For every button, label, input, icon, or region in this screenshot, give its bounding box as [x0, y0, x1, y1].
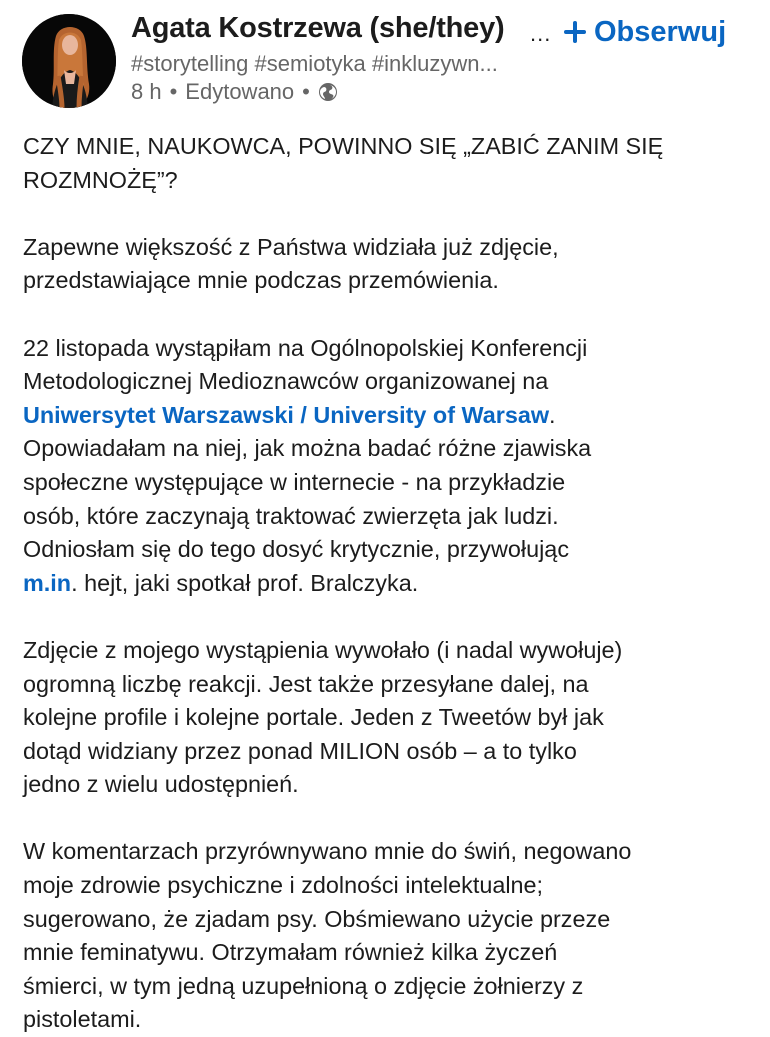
meta-separator-2: • — [302, 79, 310, 104]
text-line: mnie feminatywu. Otrzymałam również kilka życzeń — [23, 939, 558, 966]
text-line: sugerowano, że zjadam psy. Obśmiewano użycie przeze — [23, 905, 611, 932]
post-paragraph-3 — [23, 332, 758, 601]
text-line: kolejne profile i kolejne portale. Jeden z Tweetów był jak — [23, 704, 604, 731]
post-header — [0, 0, 770, 118]
text-line: moje zdrowie psychiczne i zdolności intelektualne; — [23, 872, 544, 899]
author-name[interactable] — [131, 12, 505, 45]
text-line: osób, które zaczynają traktować zwierzęta jak ludzi. — [23, 502, 559, 529]
text-line: śmierci, w tym jedną uzupełnioną o zdjęcie żołnierzy z — [23, 972, 584, 999]
avatar-photo — [22, 14, 116, 108]
text-line — [23, 399, 758, 433]
post-paragraph-5 — [23, 835, 758, 1037]
follow-button-label: Obserwuj — [594, 15, 727, 48]
text-line: jedno z wielu udostępnień. — [23, 771, 299, 798]
post-meta — [131, 79, 338, 105]
text-line: Zdjęcie z mojego wystąpienia wywołało (i nadal wywołuje) — [23, 636, 623, 663]
globe-icon — [318, 82, 338, 102]
text-line: dotąd widziany przez ponad MILION osób – a to tylko — [23, 737, 577, 764]
text-line: ogromną liczbę reakcji. Jest także przesyłane dalej, na — [23, 670, 589, 697]
author-name-ellipsis: ... — [530, 21, 552, 46]
follow-button[interactable] — [564, 12, 726, 52]
post-body — [23, 130, 758, 1037]
text-line: Metodologicznej Medioznawców organizowanej na — [23, 368, 549, 395]
text-line: Zapewne większość z Państwa widziała już zdjęcie, — [23, 233, 559, 260]
meta-separator: • — [169, 79, 178, 104]
text-line: 22 listopada wystąpiłam na Ogólnopolskiej Konferencji — [23, 334, 588, 361]
min-link[interactable]: m.in — [23, 569, 72, 596]
post-paragraph-1 — [23, 130, 758, 197]
author-name-text[interactable]: Agata Kostrzewa (she/they) — [131, 12, 505, 44]
text-line: przedstawiające mnie podczas przemówienia. — [23, 267, 499, 294]
post-paragraph-4 — [23, 634, 758, 802]
post-time: 8 h — [131, 79, 162, 104]
text-line: Opowiadałam na niej, jak można badać różne zjawiska — [23, 435, 592, 462]
author-headline: #storytelling #semiotyka #inkluzywn... — [131, 51, 498, 76]
university-link[interactable]: Uniwersytet Warszawski / University of Warsaw — [23, 401, 550, 428]
post-paragraph-2 — [23, 231, 758, 298]
text-line: ROZMNOŻĘ”? — [23, 166, 178, 193]
text-line: CZY MNIE, NAUKOWCA, POWINNO SIĘ „ZABIĆ ZANIM SIĘ — [23, 133, 664, 159]
edited-label: Edytowano — [185, 79, 295, 104]
text-line — [23, 567, 758, 601]
text-line: Odniosłam się do tego dosyć krytycznie, przywołując — [23, 536, 570, 563]
text-line: pistoletami. — [23, 1006, 142, 1033]
plus-icon — [564, 21, 586, 43]
link-trailing-text: . — [549, 401, 556, 428]
text-line: W komentarzach przyrównywano mnie do świń, negowano — [23, 838, 632, 865]
text-line: społeczne występujące w internecie - na przykładzie — [23, 468, 566, 495]
link-trailing-text: . hejt, jaki spotkał prof. Bralczyka. — [71, 569, 419, 596]
author-avatar[interactable] — [22, 14, 116, 108]
